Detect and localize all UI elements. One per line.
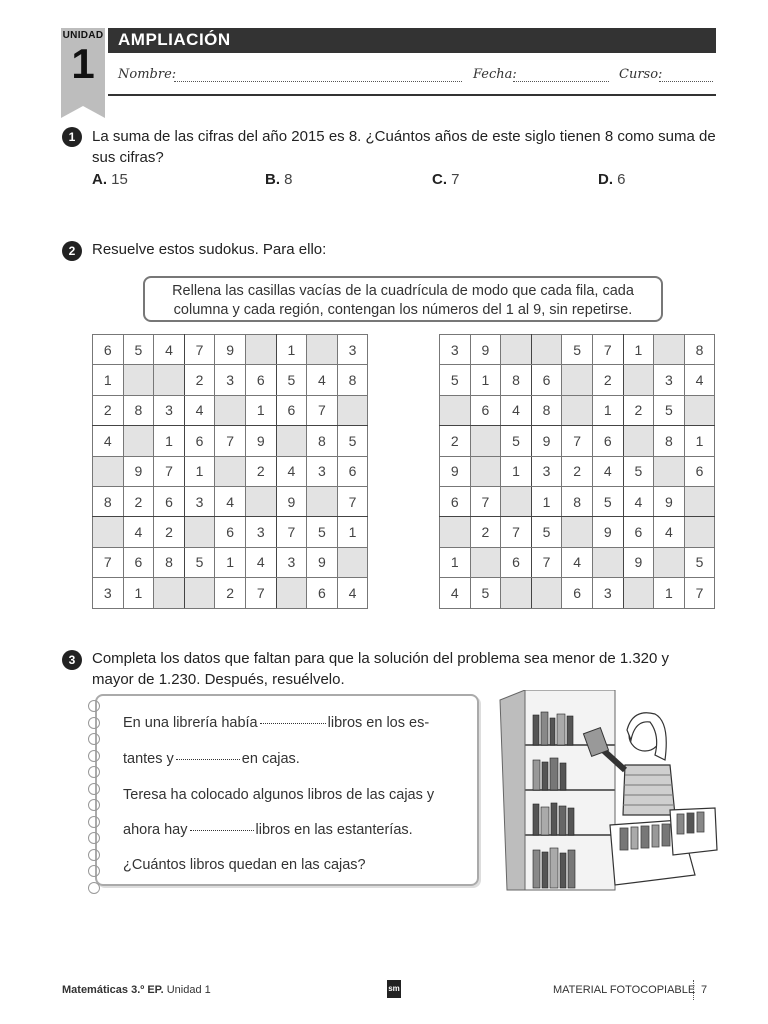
name-field[interactable] [174,81,462,82]
sudoku-2-cell: 5 [531,517,562,547]
sudoku-1-cell: 8 [154,547,185,577]
sudoku-1-cell: 7 [154,456,185,486]
sudoku-1-cell: 2 [154,517,185,547]
sudoku-1-cell: 9 [215,335,246,365]
sudoku-1-cell: 6 [337,456,368,486]
sudoku-1-cell: 5 [337,426,368,456]
spiral-binding [88,700,104,898]
sudoku-1-cell: 4 [215,486,246,516]
sudoku-2-cell: 8 [684,335,715,365]
sudoku-1-cell[interactable] [184,517,215,547]
sudoku-2-cell: 9 [592,517,623,547]
sudoku-1-cell: 3 [215,365,246,395]
sudoku-1-cell: 9 [307,547,338,577]
sudoku-1-cell: 6 [215,517,246,547]
sudoku-2-cell[interactable] [562,365,593,395]
footer-divider [693,980,694,1000]
sudoku-2-cell: 1 [501,456,532,486]
sudoku-1-cell[interactable] [93,517,124,547]
sudoku-2-cell: 4 [623,486,654,516]
sudoku-1-cell[interactable] [307,335,338,365]
sudoku-2-cell: 3 [592,578,623,608]
question-2-text: Resuelve estos sudokus. Para ello: [92,241,327,258]
instruction-line-1: Rellena las casillas vacías de la cuadrícula de modo que cada fila, cada [172,283,634,299]
sudoku-1-cell: 4 [337,578,368,608]
sudoku-1-cell: 3 [276,547,307,577]
question-3-line-1: Completa los datos que faltan para que la solución del problema sea menor de 1.320 y [92,650,670,667]
sudoku-2-cell[interactable] [531,335,562,365]
sudoku-2-cell: 6 [470,395,501,425]
sudoku-1-cell: 3 [307,456,338,486]
sudoku-2-cell[interactable] [470,426,501,456]
sudoku-2-cell[interactable] [654,456,685,486]
sudoku-1-cell: 2 [123,486,154,516]
sudoku-2-cell: 1 [470,365,501,395]
sudoku-2-cell: 2 [440,426,471,456]
sudoku-2-cell: 7 [684,578,715,608]
question-number-2: 2 [62,241,82,261]
sudoku-2-cell[interactable] [501,335,532,365]
sudoku-2-cell: 2 [562,456,593,486]
sudoku-1-cell[interactable] [154,578,185,608]
sudoku-1-cell[interactable] [307,486,338,516]
sudoku-1-cell[interactable] [184,578,215,608]
bookshelf-girl-illustration [495,690,720,895]
sudoku-2-cell: 5 [501,426,532,456]
problem-line-5: ¿Cuántos libros quedan en las cajas? [123,857,366,873]
footer-page-number: 7 [701,984,708,996]
name-label: Nombre: [118,67,177,82]
sudoku-1-cell: 8 [337,365,368,395]
section-title-bar [108,28,716,53]
sudoku-1-cell[interactable] [245,335,276,365]
sudoku-2-cell[interactable] [684,395,715,425]
sudoku-1-cell: 5 [184,547,215,577]
sudoku-2-cell: 5 [654,395,685,425]
sudoku-1-cell: 7 [93,547,124,577]
sudoku-1-cell: 3 [184,486,215,516]
sudoku-1-cell: 2 [184,365,215,395]
problem-line-4: ahora hay libros en las estanterías. [123,822,413,838]
sudoku-2-cell[interactable] [623,426,654,456]
sudoku-2-cell[interactable] [562,517,593,547]
sudoku-2-cell: 4 [501,395,532,425]
sudoku-1-cell: 7 [276,517,307,547]
sudoku-1-cell[interactable] [276,578,307,608]
sudoku-1-cell: 7 [215,426,246,456]
sudoku-2-cell: 3 [654,365,685,395]
sudoku-1-cell: 6 [93,335,124,365]
sudoku-2-cell[interactable] [592,547,623,577]
sudoku-2-cell: 1 [623,335,654,365]
sudoku-1-cell: 8 [93,486,124,516]
sudoku-1-cell[interactable] [123,365,154,395]
sudoku-2-cell[interactable] [684,517,715,547]
sudoku-2-cell: 5 [684,547,715,577]
sudoku-1-cell: 7 [184,335,215,365]
sudoku-2-cell: 7 [562,426,593,456]
sudoku-1-cell: 8 [123,395,154,425]
sudoku-1-cell[interactable] [337,547,368,577]
sudoku-2-cell: 4 [440,578,471,608]
sudoku-2-cell: 1 [654,578,685,608]
sudoku-1-cell: 4 [123,517,154,547]
sudoku-2-cell[interactable] [623,578,654,608]
sudoku-1-cell: 4 [184,395,215,425]
question-3-text [92,648,732,690]
blank-books-boxes[interactable] [176,759,240,760]
sudoku-2-cell[interactable] [440,517,471,547]
sudoku-2-cell: 4 [592,456,623,486]
sudoku-1-cell: 1 [184,456,215,486]
publisher-logo: sm [387,980,401,998]
sudoku-2-cell: 5 [623,456,654,486]
sudoku-2-cell: 7 [531,547,562,577]
sudoku-1-cell: 2 [93,395,124,425]
sudoku-2-cell: 4 [562,547,593,577]
sudoku-1-cell[interactable] [245,486,276,516]
blank-books-now[interactable] [190,830,254,831]
sudoku-2-cell: 2 [623,395,654,425]
sudoku-2-cell: 7 [501,517,532,547]
sudoku-1-cell: 9 [276,486,307,516]
sudoku-2-cell: 5 [440,365,471,395]
sudoku-1-cell: 1 [276,335,307,365]
sudoku-2-cell: 5 [470,578,501,608]
question-3-line-2: mayor de 1.230. Después, resuélvelo. [92,671,345,688]
sudoku-1-cell: 9 [245,426,276,456]
sudoku-1-cell: 1 [215,547,246,577]
sudoku-2-cell: 1 [531,486,562,516]
question-number-1: 1 [62,127,82,147]
sudoku-2-cell: 2 [470,517,501,547]
date-field[interactable] [513,81,609,82]
sudoku-2-cell: 5 [562,335,593,365]
sudoku-1-cell: 6 [307,578,338,608]
sudoku-1-cell: 1 [245,395,276,425]
sudoku-2-cell: 7 [592,335,623,365]
sudoku-2-cell: 6 [501,547,532,577]
sudoku-1-cell: 5 [123,335,154,365]
date-label: Fecha: [473,67,517,82]
sudoku-2-cell[interactable] [501,578,532,608]
sudoku-1-cell: 3 [154,395,185,425]
sudoku-1-cell[interactable] [215,395,246,425]
sudoku-2-cell[interactable] [562,395,593,425]
sudoku-1-cell: 5 [276,365,307,395]
sudoku-grid-1 [92,334,368,609]
sudoku-1-cell: 6 [123,547,154,577]
sudoku-2-cell: 7 [470,486,501,516]
sudoku-2-cell: 3 [440,335,471,365]
sudoku-2-cell: 6 [440,486,471,516]
sudoku-1-cell: 7 [307,395,338,425]
sudoku-2-cell: 1 [592,395,623,425]
option-a[interactable]: A. 15 [92,171,128,188]
sudoku-2-cell[interactable] [684,486,715,516]
sudoku-2-cell[interactable] [470,547,501,577]
header-divider [108,94,716,96]
sudoku-2-cell: 5 [592,486,623,516]
sudoku-1-cell: 6 [245,365,276,395]
sudoku-2-cell[interactable] [623,365,654,395]
sudoku-1-cell: 1 [93,365,124,395]
instruction-line-2: columna y cada región, contengan los números del 1 al 9, sin repetirse. [173,302,633,318]
option-d[interactable]: D. 6 [598,171,626,188]
sudoku-1-cell: 3 [93,578,124,608]
sudoku-2-cell: 4 [684,365,715,395]
sudoku-2-cell: 8 [501,365,532,395]
sudoku-2-cell[interactable] [531,578,562,608]
sudoku-1-cell: 4 [93,426,124,456]
sudoku-1-cell: 1 [154,426,185,456]
unit-number: 1 [71,40,95,87]
unit-label: UNIDAD [62,30,104,41]
sudoku-1-cell: 5 [307,517,338,547]
sudoku-1-cell: 3 [337,335,368,365]
sudoku-2-cell: 3 [531,456,562,486]
sudoku-1-cell[interactable] [123,426,154,456]
footer-subject: Matemáticas 3.º EP. Unidad 1 [62,984,211,996]
sudoku-2-cell: 8 [654,426,685,456]
problem-line-2: tantes y en cajas. [123,751,300,767]
sudoku-2-cell: 9 [531,426,562,456]
sudoku-1-cell[interactable] [93,456,124,486]
sudoku-2-cell[interactable] [440,395,471,425]
option-b[interactable]: B. 8 [265,171,293,188]
sudoku-1-cell: 8 [307,426,338,456]
footer-material: MATERIAL FOTOCOPIABLE [553,984,696,996]
course-label: Curso: [619,67,663,82]
sudoku-1-cell: 6 [276,395,307,425]
sudoku-2-cell: 8 [562,486,593,516]
sudoku-2-cell[interactable] [654,547,685,577]
sudoku-2-cell: 9 [440,456,471,486]
sudoku-2-cell: 9 [623,547,654,577]
sudoku-1-cell: 4 [154,335,185,365]
sudoku-2-cell[interactable] [470,456,501,486]
sudoku-1-cell: 3 [245,517,276,547]
sudoku-1-cell[interactable] [276,426,307,456]
question-1-text: La suma de las cifras del año 2015 es 8. ¿Cuántos años de este siglo tienen 8 como suma de sus cifras? [92,128,716,166]
sudoku-1-cell: 4 [276,456,307,486]
sudoku-1-cell: 1 [123,578,154,608]
sudoku-1-cell: 9 [123,456,154,486]
sudoku-2-cell: 6 [531,365,562,395]
sudoku-2-cell: 1 [684,426,715,456]
question-number-3: 3 [62,650,82,670]
sudoku-2-cell: 4 [654,517,685,547]
sudoku-2-cell[interactable] [501,486,532,516]
sudoku-1-cell: 4 [307,365,338,395]
sudoku-1-cell: 6 [154,486,185,516]
sudoku-1-cell: 1 [337,517,368,547]
option-c[interactable]: C. 7 [432,171,460,188]
problem-line-3: Teresa ha colocado algunos libros de las cajas y [123,787,435,803]
sudoku-1-cell: 7 [245,578,276,608]
sudoku-2-cell: 8 [531,395,562,425]
sudoku-1-cell[interactable] [337,395,368,425]
sudoku-2-cell: 9 [654,486,685,516]
sudoku-2-cell: 6 [592,426,623,456]
instruction-box [143,276,663,322]
sudoku-grid-2 [439,334,715,609]
sudoku-2-cell: 6 [562,578,593,608]
problem-line-1: En una librería había libros en los es- [123,715,430,731]
sudoku-1-cell: 2 [215,578,246,608]
sudoku-1-cell[interactable] [154,365,185,395]
section-title: AMPLIACIÓN [118,30,231,49]
sudoku-2-cell: 9 [470,335,501,365]
sudoku-1-cell[interactable] [215,456,246,486]
sudoku-2-cell: 2 [592,365,623,395]
sudoku-2-cell: 6 [684,456,715,486]
sudoku-1-cell: 6 [184,426,215,456]
blank-books-shelves[interactable] [260,723,326,724]
sudoku-2-cell: 1 [440,547,471,577]
sudoku-1-cell: 2 [245,456,276,486]
course-field[interactable] [659,81,713,82]
sudoku-2-cell[interactable] [654,335,685,365]
sudoku-2-cell: 6 [623,517,654,547]
sudoku-1-cell: 7 [337,486,368,516]
sudoku-1-cell: 4 [245,547,276,577]
